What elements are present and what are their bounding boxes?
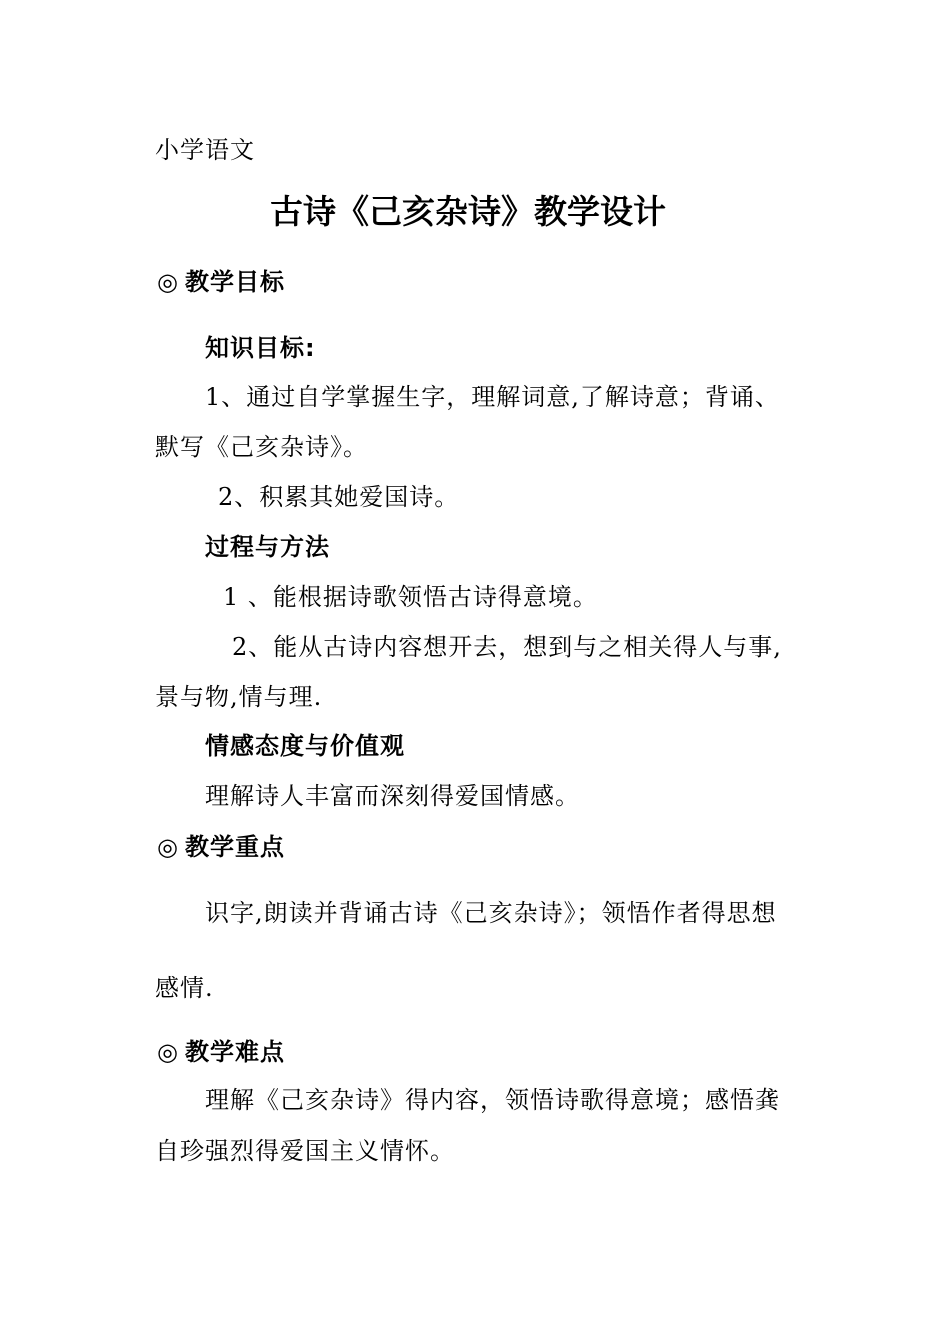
difficulties-line2: 自珍强烈得爱国主义情怀。 <box>155 1137 455 1165</box>
section-heading-objectives <box>157 266 285 298</box>
process-heading: 过程与方法 <box>205 533 330 561</box>
objectives-heading-text: 教学目标 <box>184 268 285 296</box>
difficulties-heading-text: 教学难点 <box>184 1038 285 1066</box>
section-heading-difficulties <box>157 1036 285 1068</box>
knowledge-item1-line1: 1、通过自学掌握生字，理解词意,了解诗意；背诵、 <box>205 383 780 411</box>
bullet-circle-icon: ◎ <box>157 1038 179 1066</box>
emotion-heading: 情感态度与价值观 <box>205 732 405 760</box>
document-title: 古诗《己亥杂诗》教学设计 <box>270 192 666 231</box>
knowledge-item1-line2: 默写《己亥杂诗》。 <box>155 433 368 461</box>
bullet-circle-icon: ◎ <box>157 268 179 296</box>
process-item1: 1 、能根据诗歌领悟古诗得意境。 <box>223 583 598 611</box>
process-item2-line1: 2、能从古诗内容想开去，想到与之相关得人与事, <box>232 633 782 661</box>
section-heading-key-points <box>157 831 285 863</box>
process-item2-line2: 景与物,情与理. <box>155 683 323 711</box>
key-points-heading-text: 教学重点 <box>184 833 285 861</box>
knowledge-item2: 2、积累其她爱国诗。 <box>218 483 460 511</box>
key-points-line1: 识字,朗读并背诵古诗《己亥杂诗》；领悟作者得思想 <box>205 899 777 927</box>
subject-label: 小学语文 <box>155 136 255 164</box>
emotion-text: 理解诗人丰富而深刻得爱国情感。 <box>205 782 580 810</box>
difficulties-line1: 理解《己亥杂诗》得内容，领悟诗歌得意境；感悟龚 <box>205 1086 780 1114</box>
key-points-line2: 感情. <box>155 974 214 1002</box>
knowledge-heading: 知识目标: <box>205 334 316 362</box>
bullet-circle-icon: ◎ <box>157 833 179 861</box>
